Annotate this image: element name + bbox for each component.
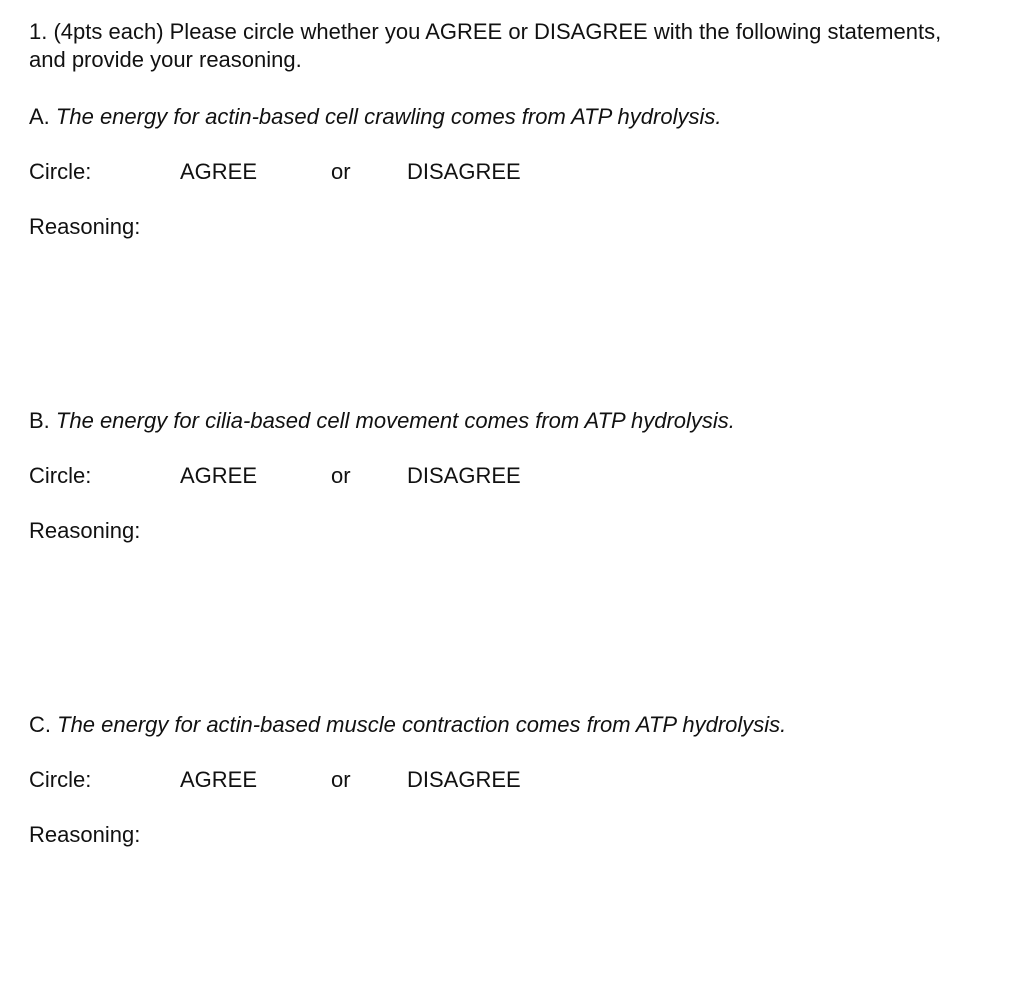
question-c-letter: C. [29, 712, 51, 737]
question-a-circle-row [29, 158, 729, 186]
or-label: or [331, 463, 351, 488]
question-a-text: The energy for actin-based cell crawling comes from ATP hydrolysis. [55, 104, 722, 129]
circle-label: Circle: [29, 463, 92, 488]
instructions-line-1: 1. (4pts each) Please circle whether you AGREE or DISAGREE with the following statements, [29, 19, 942, 44]
question-a-statement [29, 103, 721, 131]
disagree-option[interactable]: DISAGREE [407, 463, 521, 488]
circle-label: Circle: [29, 159, 92, 184]
or-label: or [331, 159, 351, 184]
disagree-option[interactable]: DISAGREE [407, 159, 521, 184]
question-c-statement [29, 711, 786, 739]
question-instructions [29, 18, 1009, 74]
reasoning-label: Reasoning: [29, 822, 141, 847]
agree-option[interactable]: AGREE [180, 767, 258, 792]
question-b-letter: B. [29, 408, 50, 433]
circle-label: Circle: [29, 767, 92, 792]
or-label: or [331, 767, 351, 792]
question-c-text: The energy for actin-based muscle contraction comes from ATP hydrolysis. [57, 712, 787, 737]
agree-option[interactable]: AGREE [180, 463, 258, 488]
reasoning-label: Reasoning: [29, 518, 141, 543]
question-a-letter: A. [29, 104, 50, 129]
question-b-text: The energy for cilia-based cell movement comes from ATP hydrolysis. [55, 408, 735, 433]
question-b-statement [29, 407, 735, 435]
disagree-option[interactable]: DISAGREE [407, 767, 521, 792]
instructions-line-2: and provide your reasoning. [29, 47, 302, 72]
agree-option[interactable]: AGREE [180, 159, 258, 184]
question-b-circle-row [29, 462, 729, 490]
reasoning-label: Reasoning: [29, 214, 141, 239]
question-c-circle-row [29, 766, 729, 794]
